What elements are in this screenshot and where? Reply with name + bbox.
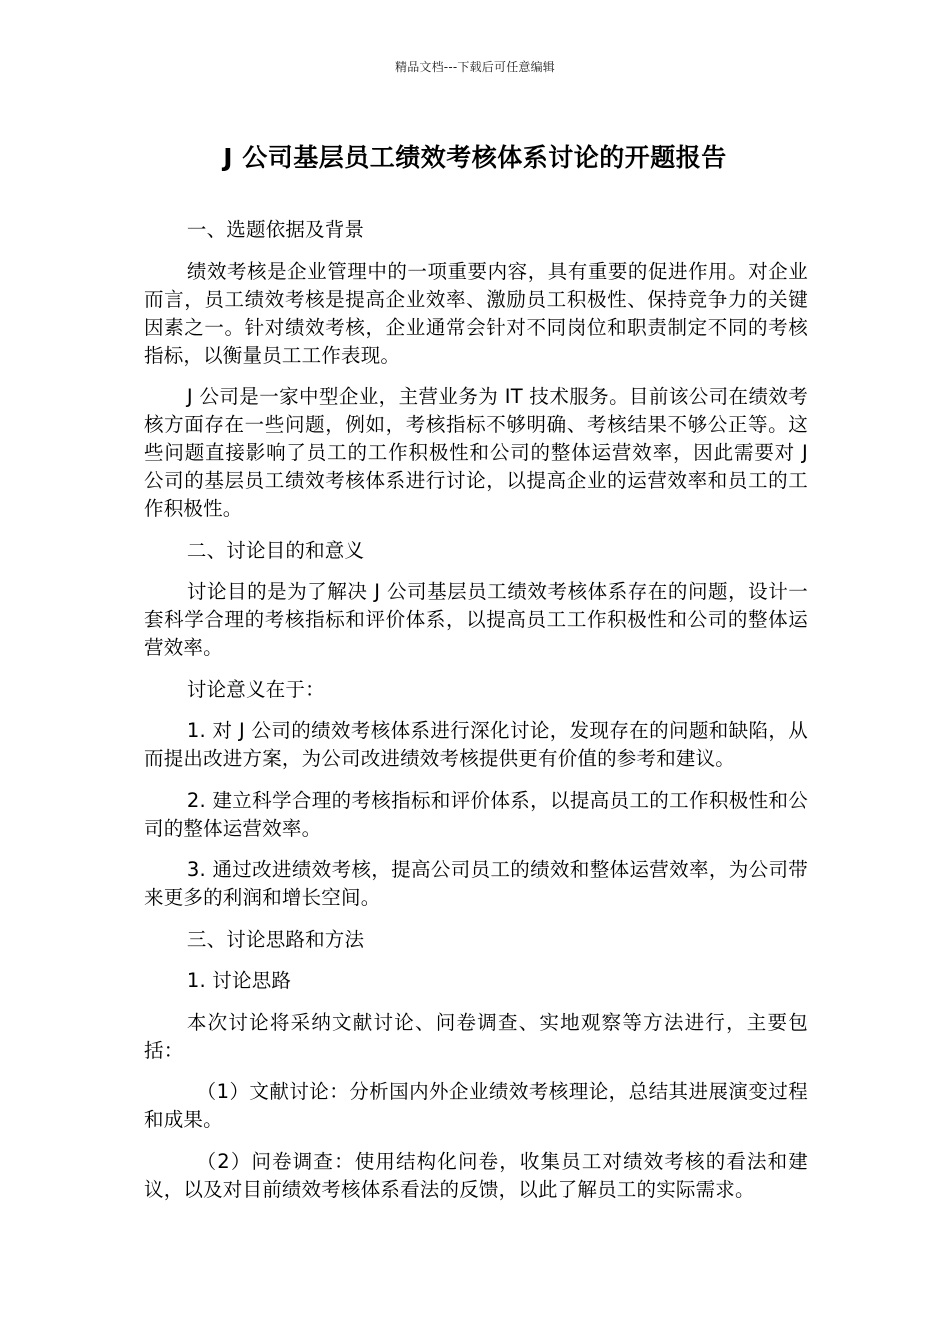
list-item-method-survey: （2）问卷调查：使用结构化问卷，收集员工对绩效考核的看法和建议，以及对目前绩效考核体系看法的反馈，以此了解员工的实际需求。 <box>144 1149 808 1201</box>
section-heading-background: 一、选题依据及背景 <box>186 218 365 241</box>
document-title: J 公司基层员工绩效考核体系讨论的开题报告 <box>223 143 727 172</box>
list-item-significance-2: 2. 建立科学合理的考核指标和评价体系，以提高员工的工作积极性和公司的整体运营效率。 <box>144 788 808 840</box>
paragraph-approach: 本次讨论将采纳文献讨论、问卷调查、实地观察等方法进行，主要包括： <box>144 1010 808 1062</box>
section-heading-purpose: 二、讨论目的和意义 <box>186 538 365 562</box>
document-body <box>144 216 808 1217</box>
paragraph-significance-intro: 讨论意义在于： <box>186 677 325 701</box>
paragraph-purpose: 讨论目的是为了解决 J 公司基层员工绩效考核体系存在的问题，设计一套科学合理的考核指标和评价体系，以提高员工工作积极性和公司的整体运营效率。 <box>144 580 808 659</box>
paragraph-background-1: 绩效考核是企业管理中的一项重要内容，具有重要的促进作用。对企业而言，员工绩效考核是提高企业效率、激励员工积极性、保持竞争力的关键因素之一。针对绩效考核，企业通常会针对不同岗位和职责制定不同的考核指标，以衡量员工工作表现。 <box>144 259 808 367</box>
list-item-method-literature: （1）文献讨论：分析国内外企业绩效考核理论，总结其进展演变过程和成果。 <box>144 1080 808 1131</box>
paragraph-background-2: J 公司是一家中型企业，主营业务为 IT 技术服务。目前该公司在绩效考核方面存在一些问题，例如，考核指标不够明确、考核结果不够公正等。这些问题直接影响了员工的工作积极性和公司的整体运营效率，因此需要对 J 公司的基层员工绩效考核体系进行讨论，以提高企业的运营效率和员工的工作积极性。 <box>144 385 808 520</box>
list-item-significance-1: 1. 对 J 公司的绩效考核体系进行深化讨论，发现存在的问题和缺陷，从而提出改进方案，为公司改进绩效考核提供更有价值的参考和建议。 <box>144 719 808 770</box>
header-note: 精品文档---下载后可任意编辑 <box>395 60 555 74</box>
list-item-significance-3: 3. 通过改进绩效考核，提高公司员工的绩效和整体运营效率，为公司带来更多的利润和增长空间。 <box>144 858 808 909</box>
subheading-approach: 1. 讨论思路 <box>186 969 292 992</box>
section-heading-methods: 三、讨论思路和方法 <box>186 927 365 951</box>
